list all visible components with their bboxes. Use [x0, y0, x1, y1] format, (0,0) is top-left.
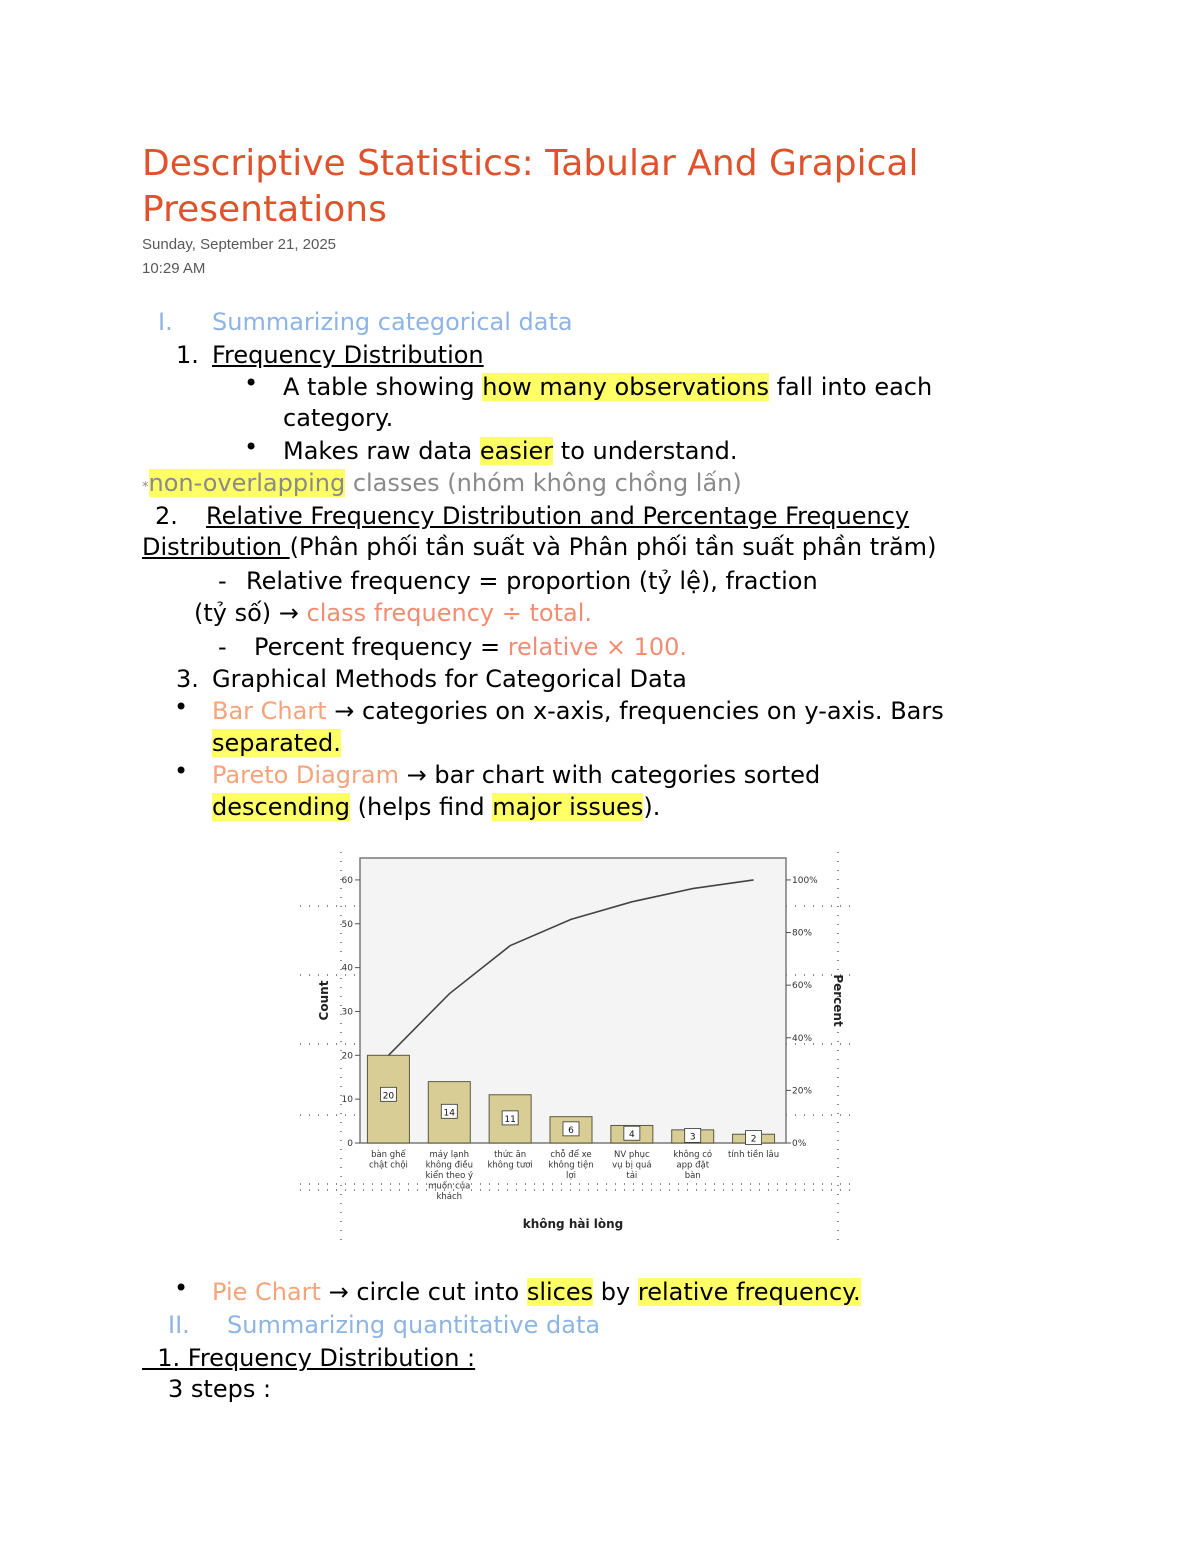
category-label: không có	[673, 1150, 713, 1160]
bar-chart-bullet-cont: separated.	[212, 729, 341, 757]
section1-numeral: I.	[158, 308, 173, 336]
page-title-line2: Presentations	[142, 189, 387, 230]
item2-dash2: Percent frequency = relative × 100.	[254, 633, 688, 661]
y2-axis-title: Percent	[831, 974, 845, 1027]
bar-label: 2	[750, 1134, 757, 1145]
item1-bullet1-cont: category.	[283, 404, 394, 432]
category-label: bàn ghế	[371, 1150, 406, 1160]
y2-tick-label: 20%	[792, 1086, 813, 1097]
x-axis-title: không hài lòng	[522, 1217, 624, 1231]
category-label: không tươi	[487, 1160, 533, 1171]
category-label: chỗ để xe	[550, 1150, 592, 1160]
section2-numeral: II.	[168, 1311, 190, 1339]
y2-tick-label: 100%	[792, 875, 818, 886]
y-tick-label: 20	[341, 1051, 353, 1062]
item1-bullet1: A table showing how many observations fall into each	[283, 373, 933, 401]
category-label: chật chội	[368, 1160, 408, 1171]
dash-icon: -	[218, 567, 227, 595]
y-tick-label: 30	[341, 1007, 353, 1018]
y-tick-label: 10	[341, 1095, 353, 1106]
category-label: muốn của	[428, 1181, 471, 1192]
bar-label: 14	[443, 1108, 456, 1119]
y-tick-label: 0	[347, 1139, 353, 1149]
bullet-icon: •	[244, 433, 259, 461]
y-tick-label: 60	[341, 875, 353, 886]
item3-heading: Graphical Methods for Categorical Data	[212, 665, 687, 693]
section2-heading: Summarizing quantitative data	[227, 1311, 601, 1339]
category-label: không tiện	[548, 1160, 594, 1171]
item1-number: 1.	[176, 341, 199, 369]
section2-item1-heading: 1. Frequency Distribution :	[142, 1344, 476, 1372]
bar-label: 20	[382, 1091, 395, 1102]
category-label: lợi	[566, 1171, 576, 1181]
item2-number: 2.	[155, 502, 178, 530]
y2-tick-label: 0%	[792, 1139, 807, 1149]
item2-heading-line2: Distribution (Phân phối tần suất và Phân phối tần suất phần trăm)	[142, 533, 937, 561]
pie-chart-bullet: Pie Chart → circle cut into slices by relative frequency.	[212, 1278, 861, 1306]
category-label: tính tiền lâu	[727, 1150, 780, 1160]
bullet-icon: •	[174, 757, 189, 785]
bar-chart-bullet: Bar Chart → categories on x-axis, frequencies on y-axis. Bars	[212, 697, 944, 725]
page-time: 10:29 AM	[142, 260, 206, 277]
category-label: tải	[626, 1171, 638, 1181]
item2-dash1-cont: (tỷ số) → class frequency ÷ total.	[194, 599, 592, 627]
category-label: NV phục	[613, 1150, 650, 1160]
category-label: thức ăn	[494, 1150, 527, 1160]
item1-heading: Frequency Distribution	[212, 341, 484, 369]
pareto-bullet: Pareto Diagram → bar chart with categories sorted	[212, 761, 821, 789]
pareto-chart	[298, 850, 858, 1245]
bullet-icon: •	[174, 693, 189, 721]
section2-steps: 3 steps :	[168, 1375, 272, 1403]
category-label: máy lạnh	[429, 1150, 470, 1160]
y-axis-title: Count	[317, 980, 331, 1021]
category-label: bàn	[684, 1171, 701, 1181]
page-title-line1: Descriptive Statistics: Tabular And Grapical	[142, 143, 919, 184]
y2-tick-label: 40%	[792, 1033, 813, 1044]
page-date: Sunday, September 21, 2025	[142, 236, 337, 253]
y-tick-label: 50	[341, 919, 353, 930]
plot-frame	[360, 858, 786, 1143]
section1-heading: Summarizing categorical data	[212, 308, 573, 336]
bar-label: 4	[628, 1130, 635, 1141]
category-label: kiển theo ý	[425, 1171, 474, 1181]
bar-label: 3	[689, 1132, 696, 1143]
note-line: *non-overlapping classes (nhóm không chồng lấn)	[142, 469, 742, 497]
item2-dash1: Relative frequency = proportion (tỷ lệ), fraction	[246, 567, 818, 595]
bar-label: 11	[504, 1114, 516, 1125]
category-label: khách	[436, 1192, 463, 1202]
y2-tick-label: 80%	[792, 928, 813, 939]
category-label: không điều	[425, 1160, 473, 1171]
y2-tick-label: 60%	[792, 981, 813, 992]
item1-bullet2: Makes raw data easier to understand.	[283, 437, 738, 465]
dash-icon: -	[218, 633, 227, 661]
category-label: vụ bị quá	[612, 1160, 652, 1171]
bullet-icon: •	[244, 369, 259, 397]
bar-label: 6	[568, 1125, 574, 1136]
item2-heading-line1: Relative Frequency Distribution and Percentage Frequency	[206, 502, 910, 530]
item3-number: 3.	[176, 665, 199, 693]
pareto-bullet-cont: descending (helps find major issues).	[212, 793, 661, 821]
category-label: app đặt	[676, 1160, 710, 1171]
bullet-icon: •	[174, 1274, 189, 1302]
y-tick-label: 40	[341, 963, 353, 974]
